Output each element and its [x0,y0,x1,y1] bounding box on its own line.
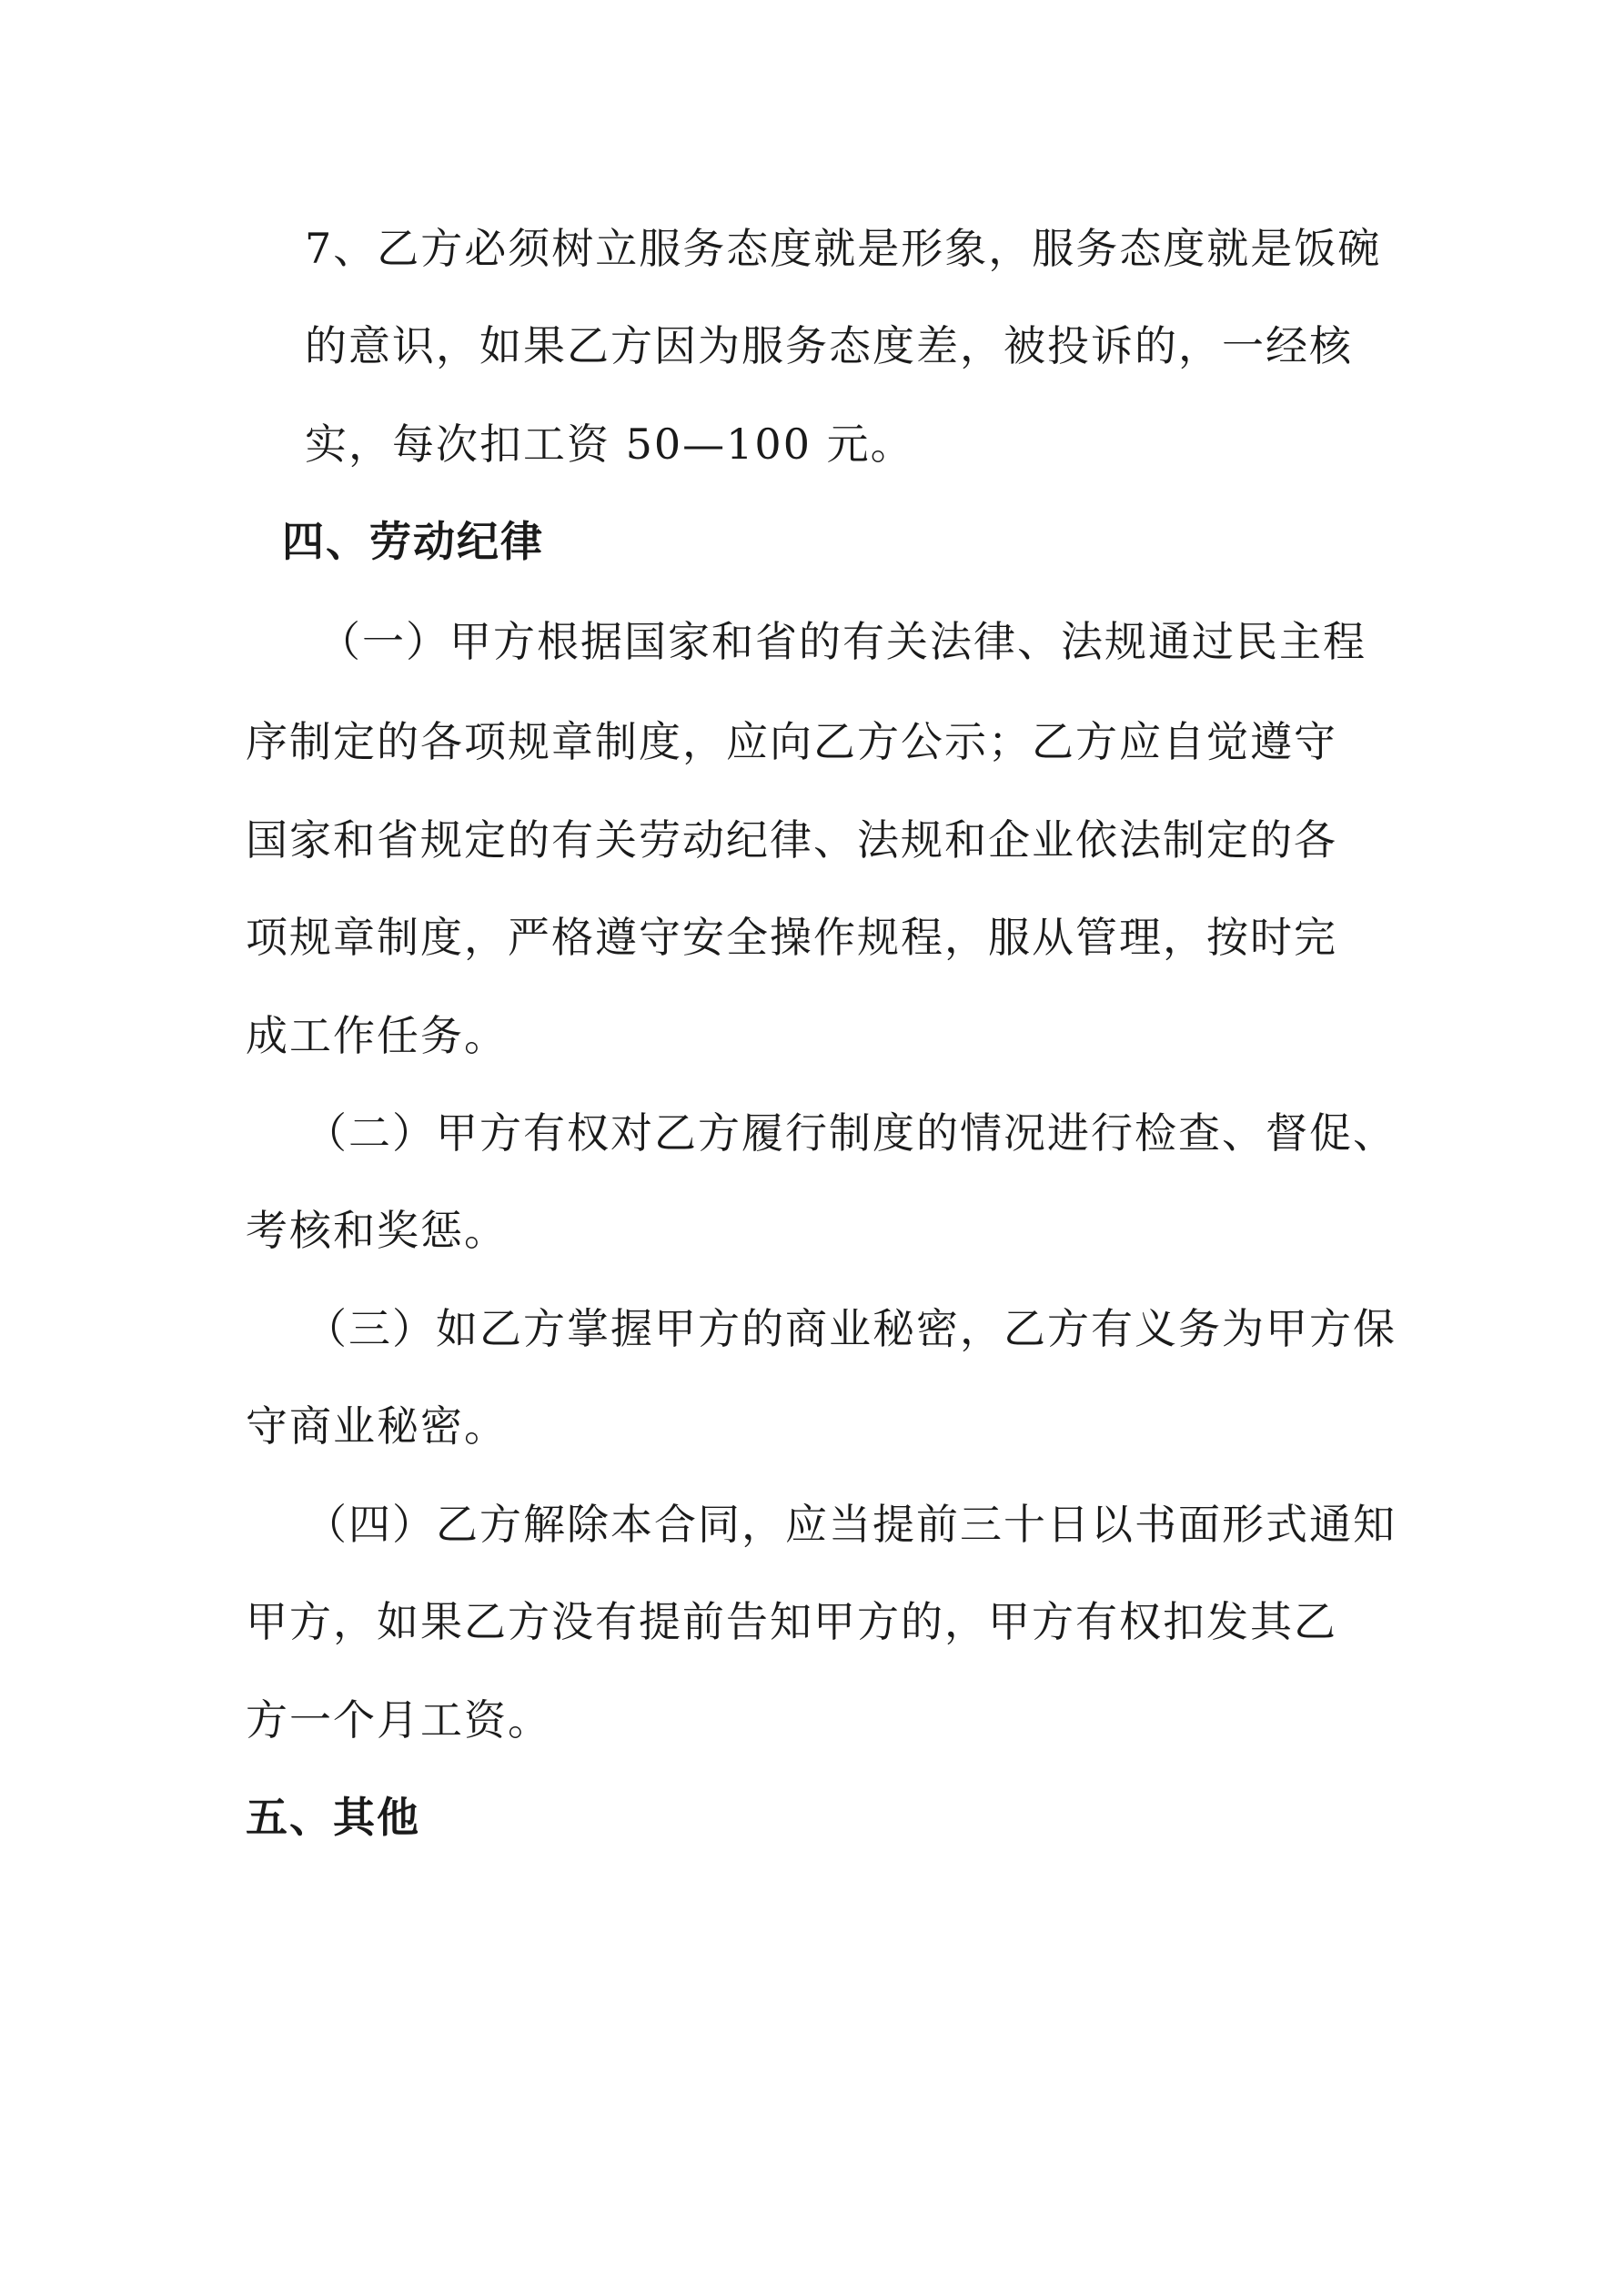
clause1-line-3: 国家和省规定的有关劳动纪律、法规和企业依法制定的各 [246,815,1337,865]
clause2-line-2: 考核和奖惩。 [246,1206,508,1255]
item7-line-1: 7、乙方必须树立服务态度就是形象，服务态度就是饭碗 [305,224,1382,273]
clause1-line-5: 成工作任务。 [246,1011,508,1060]
item7-line-3: 实，每次扣工资 50—100 元。 [305,420,914,469]
clause3-line-1: （三）如乙方掌握甲方的商业秘密，乙方有义务为甲方保 [305,1304,1397,1353]
clause1-line-4: 项规章制度，严格遵守安全操作规程，服从管理，按时完 [246,913,1337,962]
clause3-line-2: 守商业秘密。 [246,1401,508,1451]
clause4-line-2: 甲方，如果乙方没有提前告知甲方的，甲方有权扣发其乙 [246,1597,1337,1646]
clause4-line-1: （四）乙方解除本合同，应当提前三十日以书面形式通知 [305,1500,1397,1549]
clause4-line-3: 方一个月工资。 [246,1695,551,1745]
clause1-line-2: 序制定的各项规章制度，应向乙方公示；乙方应自觉遵守 [246,717,1337,766]
clause2-line-1: （二）甲方有权对乙方履行制度的情况进行检查、督促、 [305,1108,1397,1158]
clause1-line-1: （一）甲方根据国家和省的有关法律、法规通过民主程 [318,617,1367,666]
section4-heading: 四、劳动纪律 [282,517,544,566]
item7-line-2: 的意识，如果乙方因为服务态度差，被投诉的，一经核 [305,321,1353,370]
section5-heading: 五、其他 [246,1793,420,1842]
